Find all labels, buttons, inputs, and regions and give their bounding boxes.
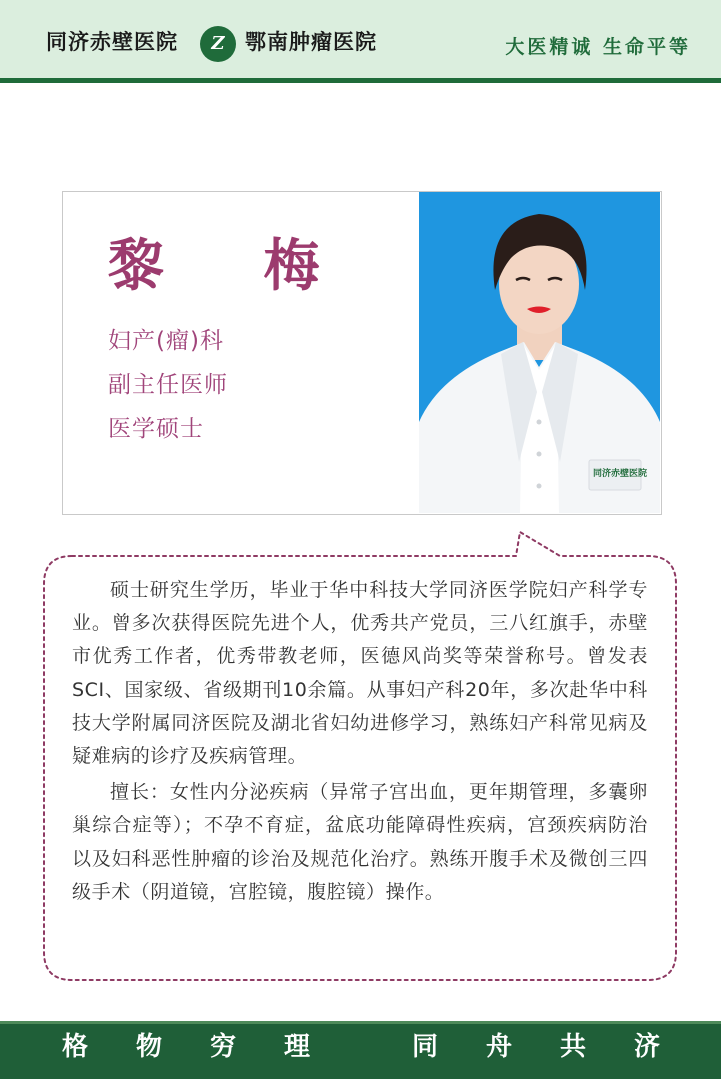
hospital-name-secondary: 鄂南肿瘤医院 (245, 29, 377, 54)
doctor-department: 妇产(瘤)科 (108, 328, 224, 354)
doctor-biography (72, 574, 648, 909)
footer-motto-right: 同舟共济 (412, 1032, 709, 1062)
footer-divider (0, 1021, 721, 1024)
bio-education-paragraph: 硕士研究生学历，毕业于华中科技大学同济医学院妇产科学专业。曾多次获得医院先进个人，优秀共产党员，三八红旗手，赤壁市优秀工作者，优秀带教老师，医德风尚奖等荣誉称号。曾发表SCI、国家级、省级期刊10余篇。从事妇产科20年，多次赴华中科技大学附属同济医院及湖北省妇幼进修学习，熟练妇产科常见病及疑难病的诊疗及疾病管理。 (72, 579, 648, 768)
footer-motto-left: 格物穷理 (62, 1032, 359, 1062)
bio-specialty-paragraph: 擅长：女性内分泌疾病（异常子宫出血，更年期管理，多囊卵巢综合症等）；不孕不育症，盆底功能障碍性疾病，宫颈疾病防治以及妇科恶性肿瘤的诊治及规范化治疗。熟练开腹手术及微创三四级手术（阴道镜，宫腔镜，腹腔镜）操作。 (72, 781, 648, 903)
doctor-name: 黎 梅 (108, 233, 360, 299)
coat-badge: 同济赤壁医院 (593, 469, 648, 479)
hospital-name-primary: 同济赤壁医院 (46, 29, 178, 54)
doctor-title: 副主任医师 (108, 372, 228, 398)
header-slogan: 大医精诚 生命平等 (505, 36, 691, 58)
hospital-logo-icon: Z (200, 26, 236, 62)
doctor-degree: 医学硕士 (108, 416, 204, 442)
